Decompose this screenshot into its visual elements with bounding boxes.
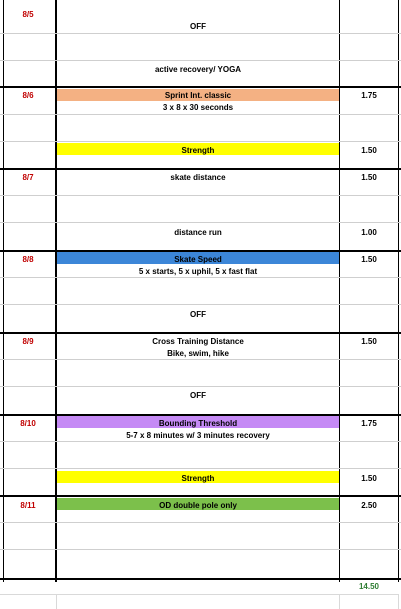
workout-cell: Strength xyxy=(181,146,215,155)
workout-cell: OFF xyxy=(190,391,206,400)
date-cell: 8/10 xyxy=(20,419,36,428)
row-divider xyxy=(0,222,401,223)
date-cell: 8/7 xyxy=(22,173,34,182)
workout-cell: OFF xyxy=(190,310,206,319)
hours-cell: 1.75 xyxy=(361,91,377,100)
workout-cell: Sprint Int. classic xyxy=(164,91,232,100)
workout-detail: 5 x starts, 5 x uphil, 5 x fast flat xyxy=(138,267,258,276)
day-divider xyxy=(0,168,401,170)
row-divider xyxy=(0,195,401,196)
date-cell: 8/8 xyxy=(22,255,34,264)
empty-cell xyxy=(0,594,57,609)
workout-cell: Strength xyxy=(181,474,215,483)
table-bottom-border xyxy=(0,578,401,580)
workout-cell: OD double pole only xyxy=(159,501,237,510)
row-divider xyxy=(0,386,401,387)
empty-cell xyxy=(57,594,340,609)
hours-cell: 1.75 xyxy=(361,419,377,428)
row-divider xyxy=(0,277,401,278)
workout-cell: distance run xyxy=(174,228,222,237)
workout-cell: Skate Speed xyxy=(174,255,222,264)
date-cell: 8/11 xyxy=(20,501,36,510)
row-divider xyxy=(0,304,401,305)
workout-detail: Bike, swim, hike xyxy=(167,349,229,358)
row-divider xyxy=(0,60,401,61)
workout-cell: Bounding Threshold xyxy=(158,419,238,428)
date-cell: 8/5 xyxy=(22,10,34,19)
row-divider xyxy=(0,441,401,442)
row-divider xyxy=(0,522,401,523)
row-divider xyxy=(0,468,401,469)
hours-cell: 1.50 xyxy=(361,173,377,182)
hours-cell: 1.00 xyxy=(361,228,377,237)
hours-cell: 2.50 xyxy=(361,501,377,510)
workout-cell: OFF xyxy=(190,22,206,31)
workout-cell: skate distance xyxy=(170,173,226,182)
row-divider xyxy=(0,114,401,115)
row-divider xyxy=(0,33,401,34)
day-divider xyxy=(0,86,401,88)
hours-cell: 1.50 xyxy=(361,474,377,483)
workout-cell: active recovery/ YOGA xyxy=(154,65,242,74)
day-divider xyxy=(0,495,401,497)
hours-cell: 1.50 xyxy=(361,146,377,155)
hours-cell: 1.50 xyxy=(361,255,377,264)
workout-cell: Cross Training Distance xyxy=(152,337,244,346)
row-divider xyxy=(0,549,401,550)
hours-cell: 1.50 xyxy=(361,337,377,346)
day-divider xyxy=(0,332,401,334)
total-hours: 14.50 xyxy=(358,582,380,591)
date-cell: 8/9 xyxy=(22,337,34,346)
workout-detail: 5-7 x 8 minutes w/ 3 minutes recovery xyxy=(126,431,270,440)
workout-detail: 3 x 8 x 30 seconds xyxy=(162,103,234,112)
row-divider xyxy=(0,359,401,360)
row-divider xyxy=(0,141,401,142)
date-cell: 8/6 xyxy=(22,91,34,100)
empty-cell xyxy=(340,594,399,609)
